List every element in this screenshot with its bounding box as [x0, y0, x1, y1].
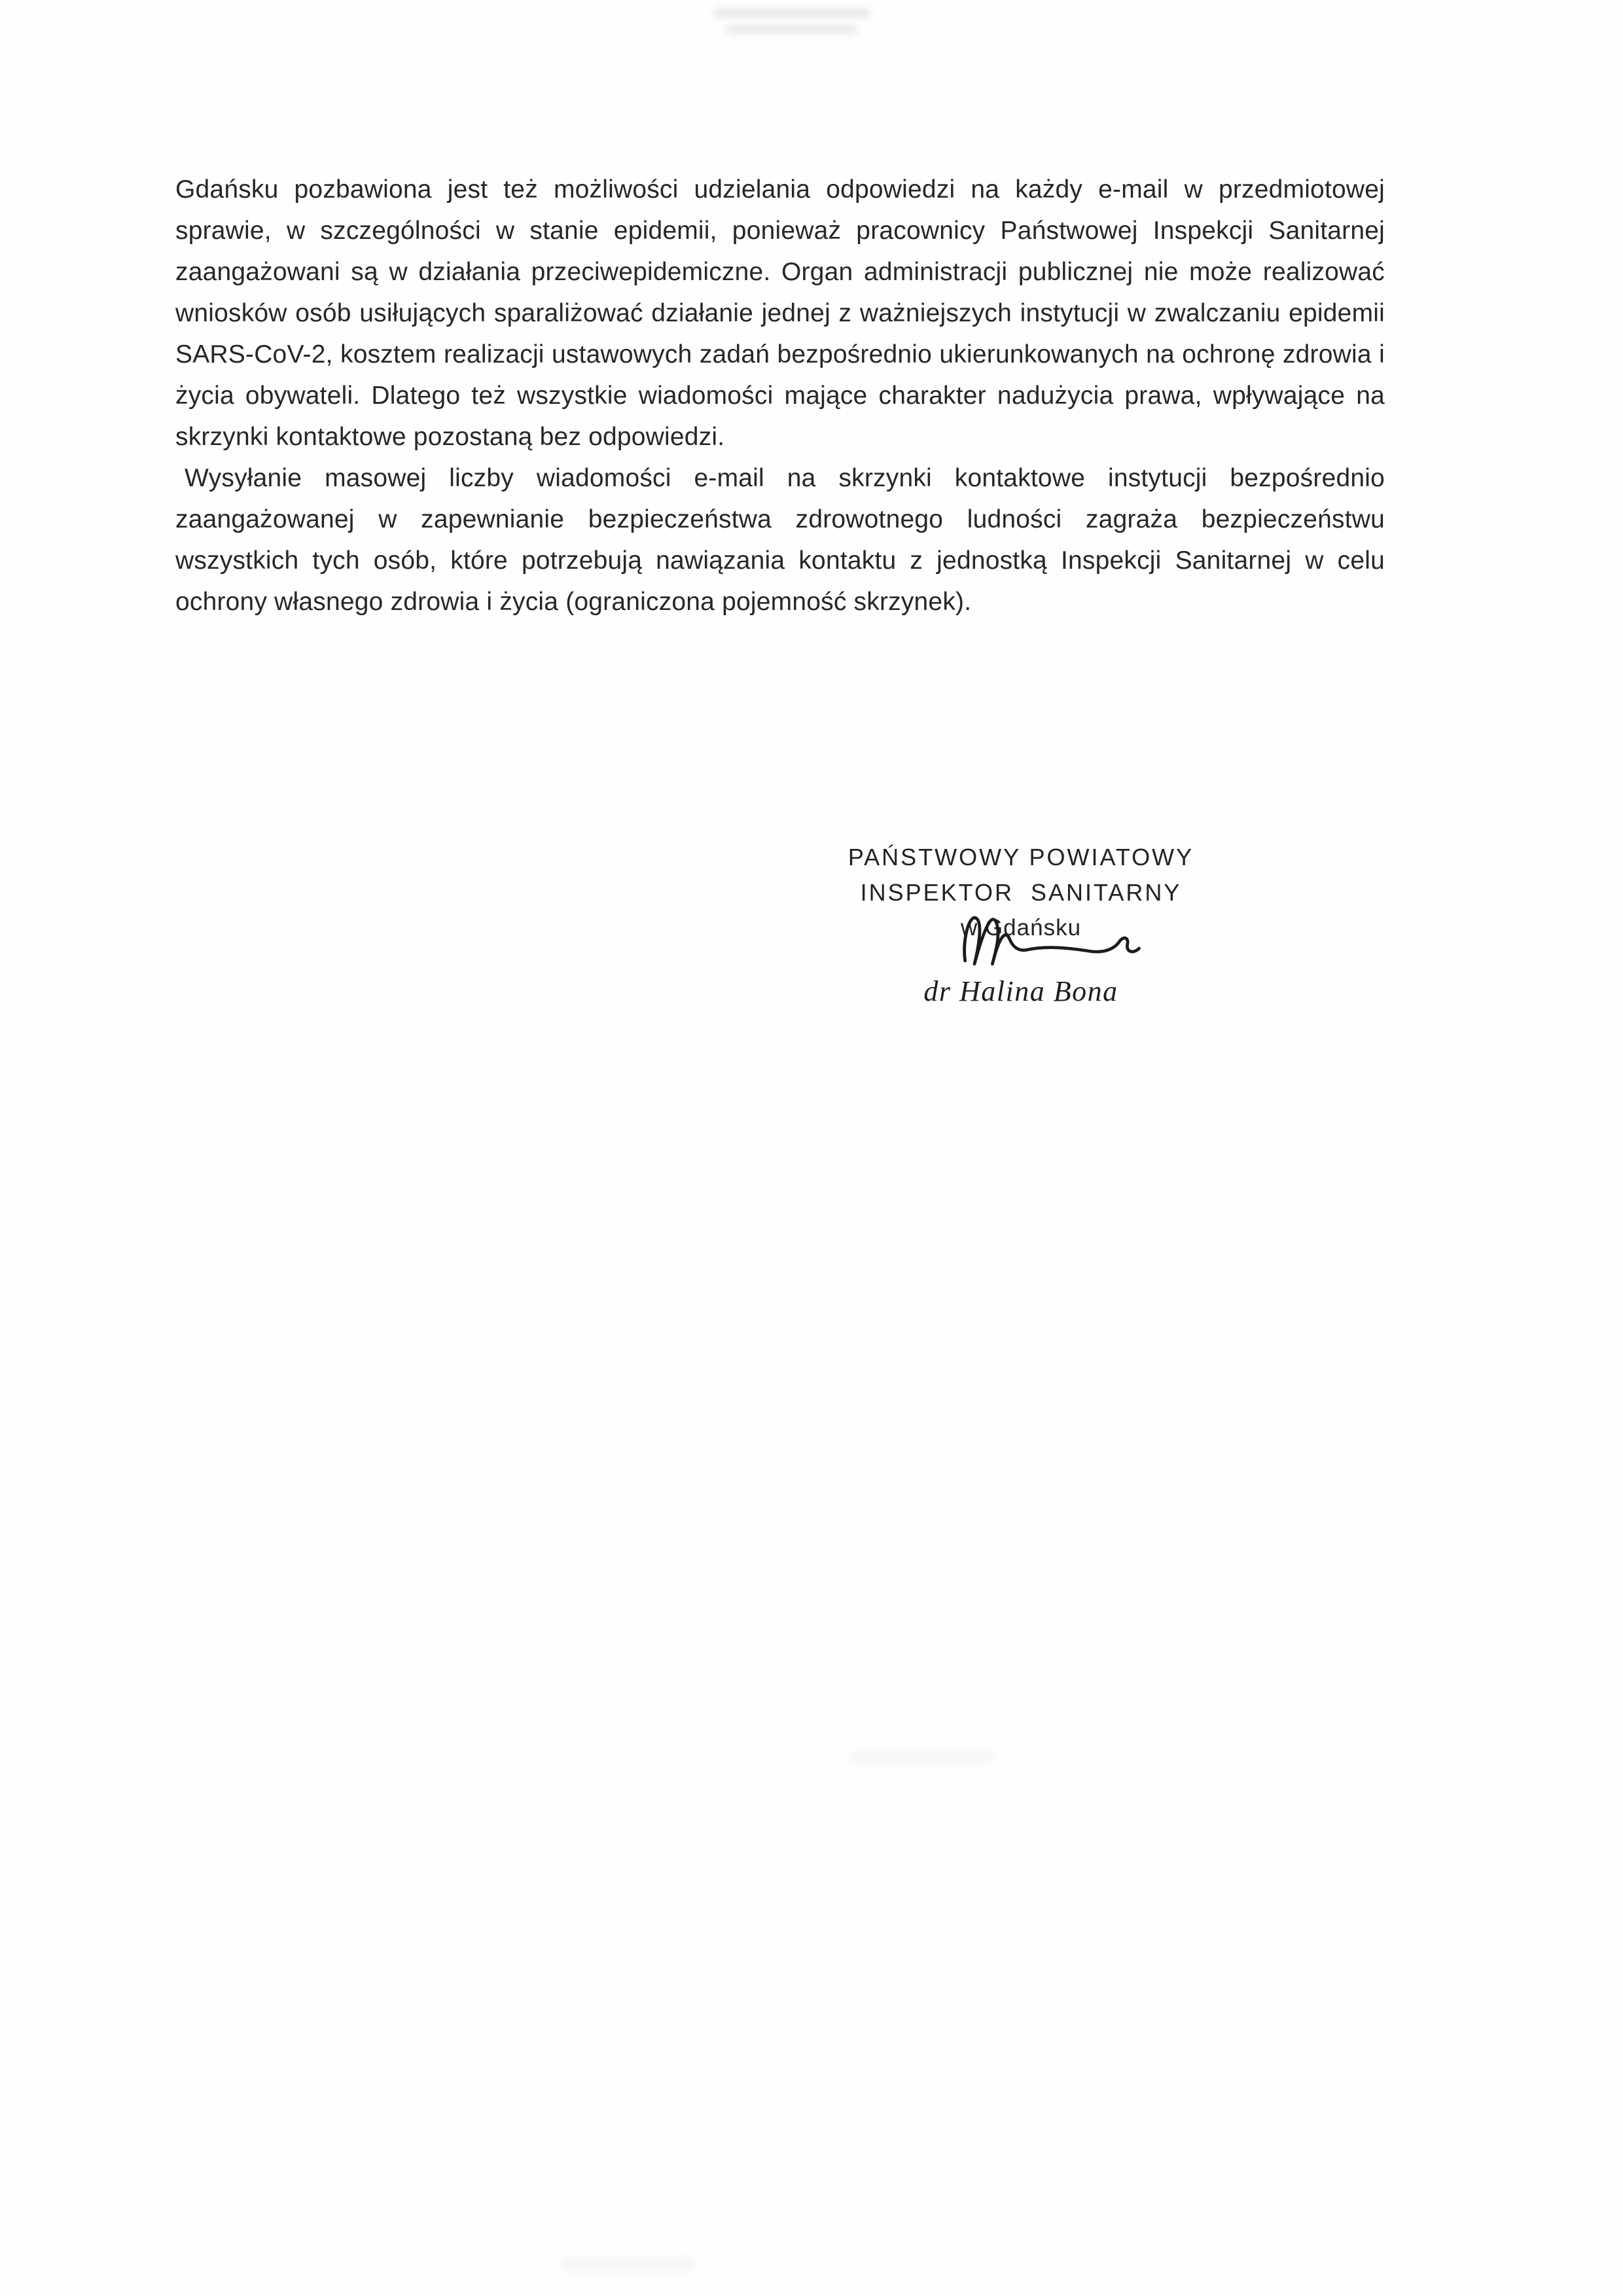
scan-artifact-line — [726, 25, 857, 34]
signatory-title-line-2: INSPEKTOR SANITARNY — [860, 879, 1182, 906]
paragraph-epidemic-response: Gdańsku pozbawiona jest też możliwości udzielania odpowiedzi na każdy e-mail w przedmiotowej sprawie, w szczególności w stanie epidemii, ponieważ pracownicy Państwowej Inspekcji Sanitarnej zaangażowani są w działania przeciwepidemiczne. Organ administracji publicznej nie może realizować wniosków osób usiłujących sparaliżować działanie jednej z ważniejszych instytucji w zwalczaniu epidemii SARS-CoV-2, kosztem realizacji ustawowych zadań bezpośrednio ukierunkowanych na ochronę zdrowia i życia obywateli. Dlatego też wszystkie wiadomości mające charakter nadużycia prawa, wpływające na skrzynki kontaktowe pozostaną bez odpowiedzi. — [175, 175, 1385, 451]
paragraph-mass-email-warning: Wysyłanie masowej liczby wiadomości e-mail na skrzynki kontaktowe instytucji bezpośrednio zaangażowanej w zapewnianie bezpieczeństwa zdrowotnego ludności zagraża bezpieczeństwu wszystkich tych osób, które potrzebują nawiązania kontaktu z jednostką Inspekcji Sanitarnej w celu ochrony własnego zdrowia i życia (ograniczona pojemność skrzynek). — [175, 464, 1385, 616]
scan-artifact — [694, 5, 890, 45]
signatory-city: w Gdańsku — [960, 915, 1082, 941]
scan-smudge — [563, 2258, 694, 2271]
scan-smudge — [851, 1751, 995, 1763]
signatory-title-line-1: PAŃSTWOWY POWIATOWY — [847, 844, 1194, 870]
scan-artifact-line — [713, 8, 870, 18]
signer-name: dr Halina Bona — [923, 975, 1118, 1007]
letter-body — [175, 169, 1385, 622]
signature-block — [772, 840, 1270, 1009]
